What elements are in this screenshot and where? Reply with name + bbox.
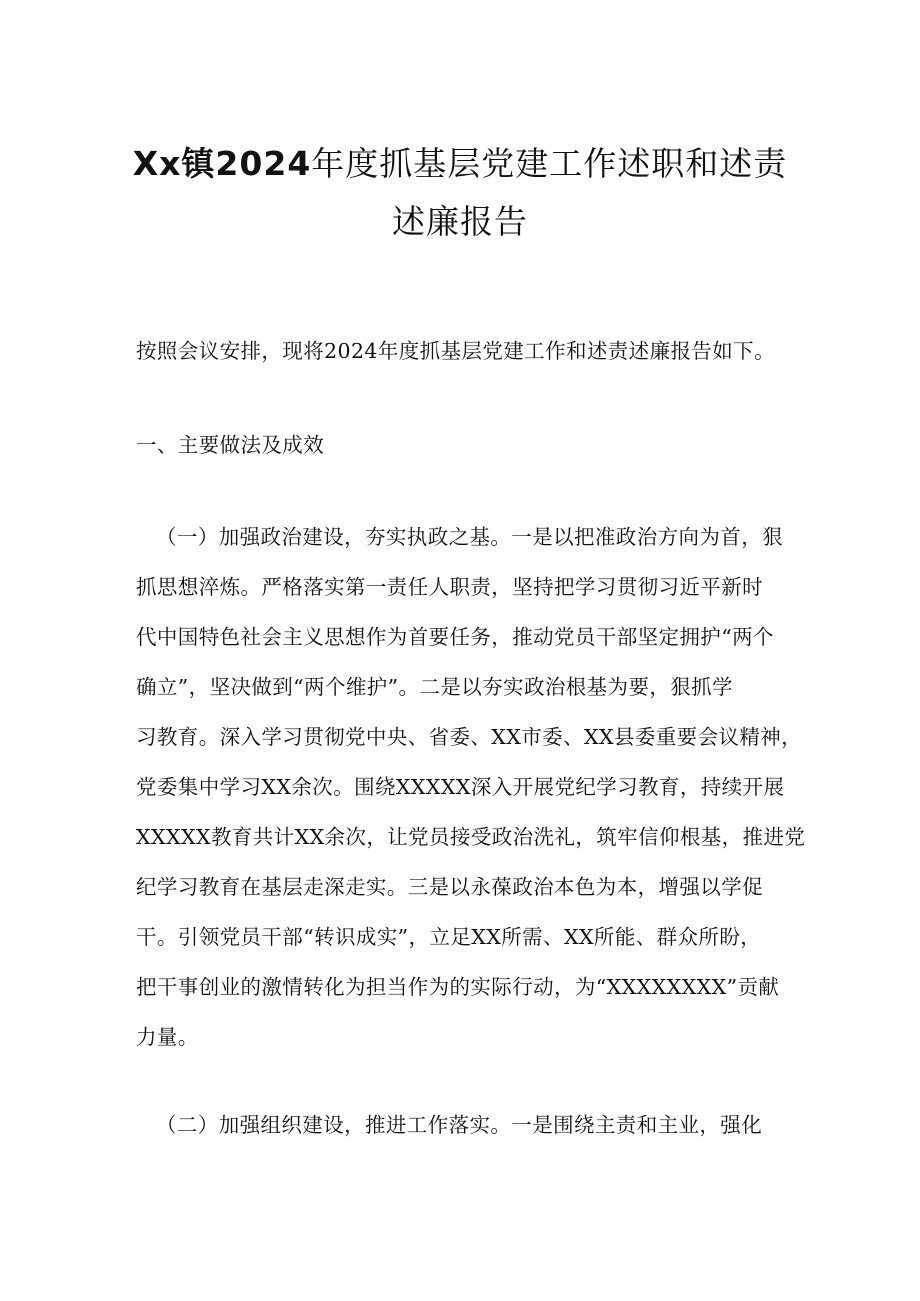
paragraph-line: 抓思想淬炼。严格落实第一责任人职责，坚持把学习贯彻习近平新时 bbox=[136, 575, 763, 599]
paragraph-line: 把干事创业的激情转化为担当作为的实际行动，为“XXXXXXXX”贡献 bbox=[136, 975, 780, 999]
document-title-bold-part: Xx镇2024 bbox=[132, 144, 312, 183]
paragraph-line: XXXXX教育共计XX余次，让党员接受政治洗礼，筑牢信仰根基，推进党 bbox=[136, 825, 806, 849]
paragraph-line: 干。引领党员干部“转识成实”，立足XX所需、XX所能、群众所盼， bbox=[136, 925, 762, 949]
paragraph-line: （二）加强组织建设，推进工作落实。一是围绕主责和主业，强化 bbox=[156, 1113, 763, 1137]
document-title-line-2: 述廉报告 bbox=[392, 202, 528, 241]
paragraph-line: 纪学习教育在基层走深走实。三是以永葆政治本色为本，增强以学促 bbox=[136, 875, 763, 899]
paragraph-line: 代中国特色社会主义思想作为首要任务，推动党员干部坚定拥护“两个 bbox=[136, 625, 774, 649]
paragraph-line: 力量。 bbox=[136, 1025, 199, 1049]
paragraph-line: 确立”，坚决做到“两个维护”。二是以夯实政治根基为要，狠抓学 bbox=[136, 675, 733, 699]
paragraph-line: （一）加强政治建设，夯实执政之基。一是以把准政治方向为首，狠 bbox=[156, 525, 783, 549]
intro-paragraph: 按照会议安排，现将2024年度抓基层党建工作和述责述廉报告如下。 bbox=[136, 339, 775, 363]
paragraph-line: 党委集中学习XX余次。围绕XXXXX深入开展党纪学习教育，持续开展 bbox=[136, 775, 785, 799]
paragraph-political-building bbox=[136, 512, 806, 1062]
section-heading: 一、主要做法及成效 bbox=[136, 433, 325, 457]
paragraph-organization-building bbox=[136, 1100, 792, 1150]
document-title-rest: 年度抓基层党建工作述职和述责 bbox=[311, 144, 788, 183]
document-title-line-1 bbox=[0, 142, 920, 186]
paragraph-line: 习教育。深入学习贯彻党中央、省委、XX市委、XX县委重要会议精神， bbox=[136, 725, 803, 749]
